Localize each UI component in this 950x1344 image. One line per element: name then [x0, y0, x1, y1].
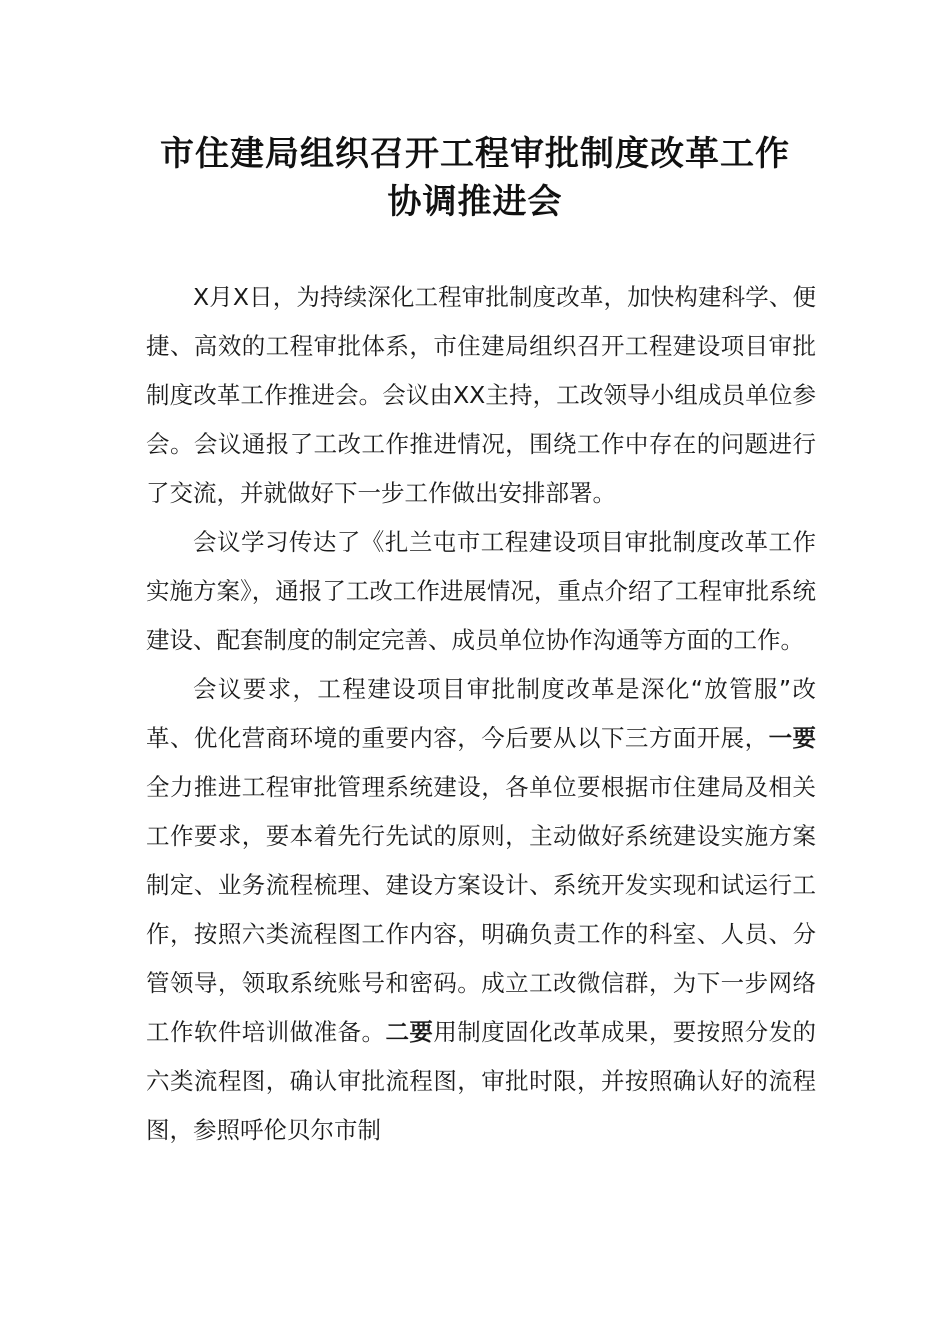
paragraph-3-bold-2: 二要 — [385, 1018, 434, 1046]
paragraph-3-segment-2: 全力推进工程审批管理系统建设，各单位要根据市住建局及相关工作要求，要本着先行先试的原则，主动做好系统建设实施方案制定、业务流程梳理、建设方案设计、系统开发实现和试运行工作，按照六类流程图工作内容，明确负责工作的科室、人员、分管领导，领取系统账号和密码。成立工改微信群，为下一步网络工作软件培训做准备。 — [146, 773, 816, 1046]
paragraph-3-segment-3: 用制度固化改革成果，要按照分发的六类流程图，确认审批流程图，审批时限，并按照确认好的流程图，参照呼伦贝尔市制 — [146, 1018, 817, 1144]
paragraph-3-segment-1: 会议要求，工程建设项目审批制度改革是深化“放管服”改革、优化营商环境的重要内容，今后要从以下三方面开展， — [146, 675, 816, 752]
document-body — [146, 273, 816, 1155]
paragraph-3 — [146, 665, 816, 1155]
paragraph-2: 会议学习传达了《扎兰屯市工程建设项目审批制度改革工作实施方案》，通报了工改工作进展情况，重点介绍了工程审批系统建设、配套制度的制定完善、成员单位协作沟通等方面的工作。 — [146, 528, 816, 654]
paragraph-3-bold-1: 一要 — [768, 724, 817, 752]
paragraph-1: X月X日，为持续深化工程审批制度改革，加快构建科学、便捷、高效的工程审批体系，市住建局组织召开工程建设项目审批制度改革工作推进会。会议由XX主持，工改领导小组成员单位参会。会议通报了工改工作推进情况，围绕工作中存在的问题进行了交流，并就做好下一步工作做出安排部署。 — [146, 283, 816, 507]
document-title-line-1: 市住建局组织召开工程审批制度改革工作 — [160, 134, 790, 174]
document-title-line-2: 协调推进会 — [387, 182, 563, 222]
